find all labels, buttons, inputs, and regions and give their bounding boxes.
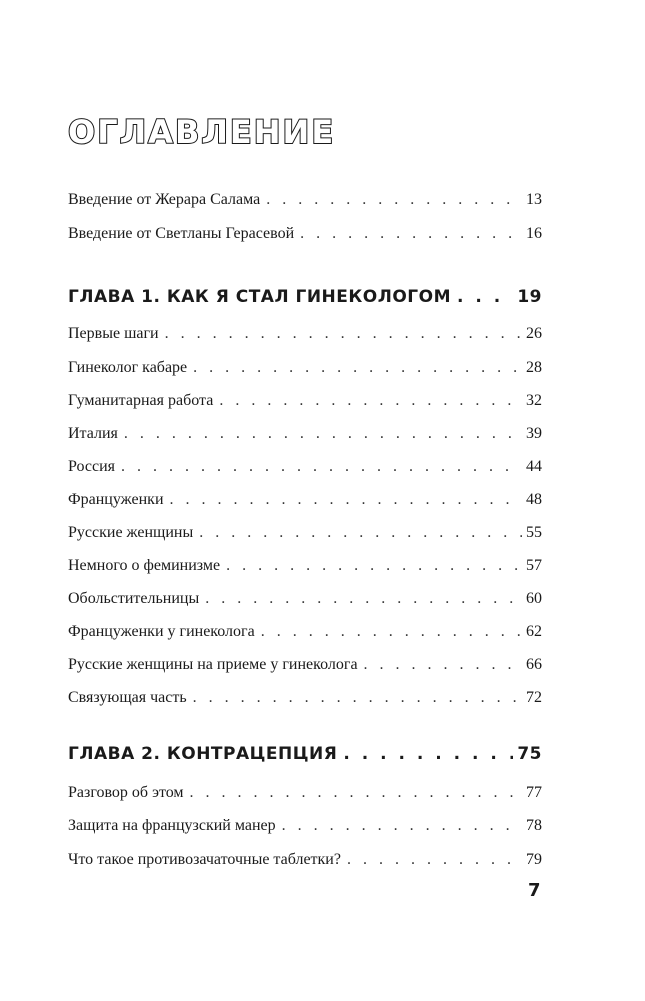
toc-entry[interactable] xyxy=(68,586,542,612)
chapter-heading: ГЛАВА 1. КАК Я СТАЛ ГИНЕКОЛОГОМ xyxy=(68,287,452,307)
leader-dots xyxy=(219,388,522,414)
toc-entry-page: 78 xyxy=(526,817,542,834)
toc-entry[interactable] xyxy=(68,553,542,579)
toc-entry-intro-1[interactable] xyxy=(68,187,542,213)
leader-dots xyxy=(199,520,522,546)
toc-entry[interactable] xyxy=(68,685,542,711)
toc-chapter-1[interactable] xyxy=(68,284,542,310)
toc-entry[interactable] xyxy=(68,619,542,645)
toc-entry-label: Введение от Светланы Герасевой xyxy=(68,225,295,242)
toc-entry-label: Русские женщины xyxy=(68,524,194,541)
toc-entry-page: 79 xyxy=(526,851,542,868)
leader-dots xyxy=(343,741,513,767)
toc-entry-page: 32 xyxy=(526,392,542,409)
toc-chapter-2[interactable] xyxy=(68,741,542,767)
toc-entry[interactable] xyxy=(68,847,542,873)
leader-dots xyxy=(347,847,522,873)
leader-dots xyxy=(124,421,522,447)
leader-dots xyxy=(121,454,522,480)
toc-entry-label: Что такое противозачаточные таблетки? xyxy=(68,851,341,868)
toc-entry-label: Гуманитарная работа xyxy=(68,392,214,409)
toc-entry-intro-2[interactable] xyxy=(68,221,542,247)
leader-dots xyxy=(261,619,522,645)
leader-dots xyxy=(165,321,522,347)
toc-entry-page: 55 xyxy=(526,524,542,541)
toc-entry-label: Италия xyxy=(68,425,118,442)
leader-dots xyxy=(190,780,522,806)
toc-entry-page: 26 xyxy=(526,325,542,342)
toc-entry-label: Француженки у гинеколога xyxy=(68,623,255,640)
toc-entry-label: Русские женщины на приеме у гинеколога xyxy=(68,656,358,673)
leader-dots xyxy=(205,586,522,612)
leader-dots xyxy=(282,813,522,839)
toc-entry-page: 16 xyxy=(526,225,542,242)
toc-entry-page: 77 xyxy=(526,784,542,801)
toc-entry[interactable] xyxy=(68,520,542,546)
toc-entry-label: Защита на французский манер xyxy=(68,817,276,834)
toc-entry-page: 72 xyxy=(526,689,542,706)
chapter-page: 75 xyxy=(517,744,542,764)
chapter-heading: ГЛАВА 2. КОНТРАЦЕПЦИЯ xyxy=(68,744,338,764)
table-of-contents xyxy=(68,0,542,1001)
leader-dots xyxy=(193,685,522,711)
toc-entry-page: 13 xyxy=(526,191,542,208)
toc-entry-label: Первые шаги xyxy=(68,325,159,342)
toc-entry[interactable] xyxy=(68,421,542,447)
page-number: 7 xyxy=(528,880,541,901)
chapter-page: 19 xyxy=(517,287,542,307)
toc-entry[interactable] xyxy=(68,388,542,414)
toc-entry[interactable] xyxy=(68,652,542,678)
toc-entry-page: 62 xyxy=(526,623,542,640)
leader-dots xyxy=(364,652,522,678)
toc-entry-page: 60 xyxy=(526,590,542,607)
toc-entry-label: Введение от Жерара Салама xyxy=(68,191,261,208)
toc-entry[interactable] xyxy=(68,813,542,839)
toc-entry-page: 44 xyxy=(526,458,542,475)
leader-dots xyxy=(457,284,513,310)
toc-entry-label: Россия xyxy=(68,458,116,475)
toc-entry-page: 48 xyxy=(526,491,542,508)
toc-entry-page: 39 xyxy=(526,425,542,442)
toc-entry-label: Гинеколог кабаре xyxy=(68,359,188,376)
toc-entry-label: Немного о феминизме xyxy=(68,557,221,574)
toc-entry[interactable] xyxy=(68,780,542,806)
page-title: ОГЛАВЛЕНИЕ xyxy=(68,113,336,151)
leader-dots xyxy=(266,187,522,213)
leader-dots xyxy=(170,487,523,513)
leader-dots xyxy=(226,553,522,579)
toc-entry-label: Обольстительницы xyxy=(68,590,200,607)
toc-entry-page: 57 xyxy=(526,557,542,574)
toc-entry[interactable] xyxy=(68,321,542,347)
leader-dots xyxy=(193,355,522,381)
toc-entry[interactable] xyxy=(68,487,542,513)
toc-entry-page: 28 xyxy=(526,359,542,376)
toc-entry[interactable] xyxy=(68,355,542,381)
toc-entry-page: 66 xyxy=(526,656,542,673)
toc-entry[interactable] xyxy=(68,454,542,480)
leader-dots xyxy=(300,221,522,247)
toc-entry-label: Связующая часть xyxy=(68,689,187,706)
toc-entry-label: Француженки xyxy=(68,491,164,508)
toc-entry-label: Разговор об этом xyxy=(68,784,184,801)
